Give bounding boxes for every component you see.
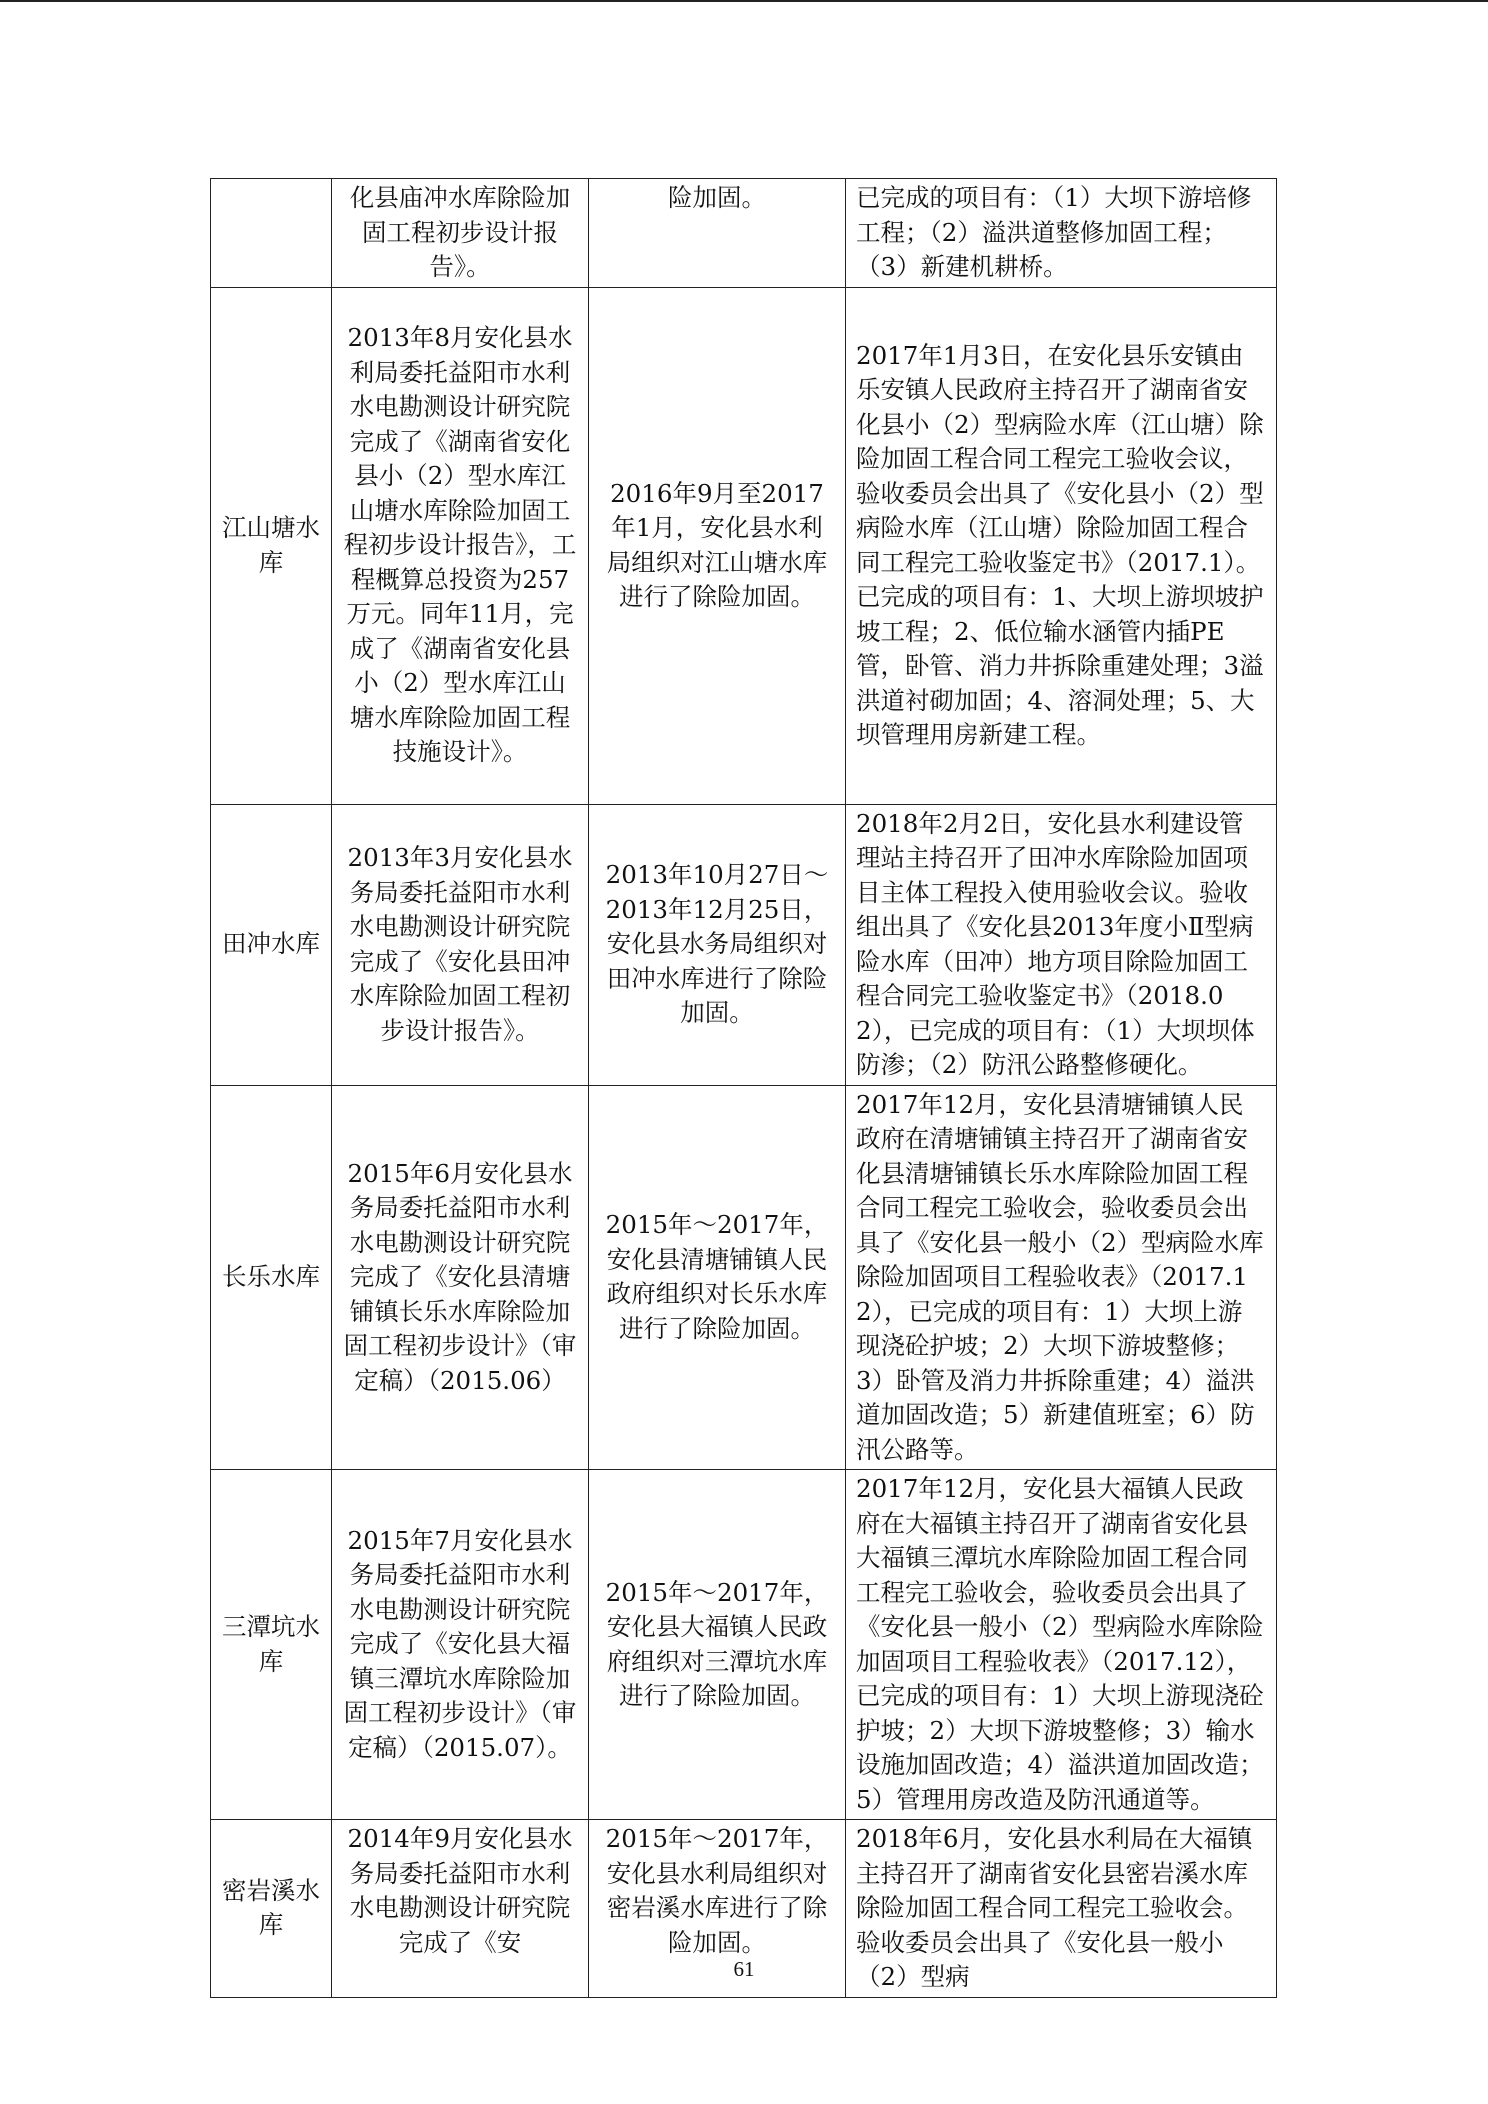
acceptance-cell: 2017年12月，安化县大福镇人民政府在大福镇主持召开了湖南省安化县大福镇三潭坑水库除险加固工程合同工程完工验收会，验收委员会出具了《安化县一般小（2）型病险水库除险加固项目工程验收表》（2017.12），已完成的项目有：1）大坝上游现浇砼护坡；2）大坝下游坡整修；3）输水设施加固改造；4）溢洪道加固改造；5）管理用房改造及防汛通道等。 (846, 1470, 1277, 1820)
acceptance-cell: 已完成的项目有：（1）大坝下游培修工程；（2）溢洪道整修加固工程；（3）新建机耕桥。 (846, 179, 1277, 288)
implementation-cell: 2015年～2017年，安化县水利局组织对密岩溪水库进行了除险加固。 (589, 1820, 846, 1998)
implementation-cell: 险加固。 (589, 179, 846, 288)
table-row (211, 1085, 1277, 1470)
design-report-cell: 2015年6月安化县水务局委托益阳市水利水电勘测设计研究院完成了《安化县清塘铺镇长乐水库除险加固工程初步设计》（审定稿）（2015.06） (332, 1085, 589, 1470)
reservoir-name-cell (211, 179, 332, 288)
design-report-cell: 2013年8月安化县水利局委托益阳市水利水电勘测设计研究院完成了《湖南省安化县小（2）型水库江山塘水库除险加固工程初步设计报告》，工程概算总投资为257万元。同年11月，完成了《湖南省安化县小（2）型水库江山塘水库除险加固工程技施设计》。 (332, 287, 589, 804)
reservoir-name-cell: 江山塘水库 (211, 287, 332, 804)
implementation-cell: 2015年～2017年，安化县清塘铺镇人民政府组织对长乐水库进行了除险加固。 (589, 1085, 846, 1470)
design-report-cell: 2015年7月安化县水务局委托益阳市水利水电勘测设计研究院完成了《安化县大福镇三潭坑水库除险加固工程初步设计》（审定稿）（2015.07）。 (332, 1470, 589, 1820)
implementation-cell: 2015年～2017年，安化县大福镇人民政府组织对三潭坑水库进行了除险加固。 (589, 1470, 846, 1820)
reservoir-reinforcement-table (210, 178, 1277, 1998)
table-row (211, 804, 1277, 1085)
reservoir-name-cell: 长乐水库 (211, 1085, 332, 1470)
implementation-cell: 2016年9月至2017年1月，安化县水利局组织对江山塘水库进行了除险加固。 (589, 287, 846, 804)
acceptance-cell: 2018年6月，安化县水利局在大福镇主持召开了湖南省安化县密岩溪水库除险加固工程合同工程完工验收会。验收委员会出具了《安化县一般小（2）型病 (846, 1820, 1277, 1998)
top-border-line (0, 0, 1488, 2)
reservoir-name-cell: 密岩溪水库 (211, 1820, 332, 1998)
reservoir-name-cell: 三潭坑水库 (211, 1470, 332, 1820)
table-row (211, 1470, 1277, 1820)
design-report-cell: 2013年3月安化县水务局委托益阳市水利水电勘测设计研究院完成了《安化县田冲水库除险加固工程初步设计报告》。 (332, 804, 589, 1085)
acceptance-cell: 2018年2月2日，安化县水利建设管理站主持召开了田冲水库除险加固项目主体工程投入使用验收会议。验收组出具了《安化县2013年度小Ⅱ型病险水库（田冲）地方项目除险加固工程合同完工验收鉴定书》（2018.02），已完成的项目有：（1）大坝坝体防渗；（2）防汛公路整修硬化。 (846, 804, 1277, 1085)
design-report-cell: 2014年9月安化县水务局委托益阳市水利水电勘测设计研究院完成了《安 (332, 1820, 589, 1998)
implementation-cell: 2013年10月27日～2013年12月25日，安化县水务局组织对田冲水库进行了除险加固。 (589, 804, 846, 1085)
table-row (211, 287, 1277, 804)
design-report-cell: 化县庙冲水库除险加固工程初步设计报告》。 (332, 179, 589, 288)
acceptance-cell: 2017年12月，安化县清塘铺镇人民政府在清塘铺镇主持召开了湖南省安化县清塘铺镇长乐水库除险加固工程合同工程完工验收会，验收委员会出具了《安化县一般小（2）型病险水库除险加固项目工程验收表》（2017.12），已完成的项目有：1）大坝上游现浇砼护坡；2）大坝下游坡整修；3）卧管及消力井拆除重建；4）溢洪道加固改造；5）新建值班室；6）防汛公路等。 (846, 1085, 1277, 1470)
table-row (211, 179, 1277, 288)
reservoir-name-cell: 田冲水库 (211, 804, 332, 1085)
page-number: 61 (733, 1957, 755, 1981)
acceptance-cell: 2017年1月3日，在安化县乐安镇由乐安镇人民政府主持召开了湖南省安化县小（2）型病险水库（江山塘）除险加固工程合同工程完工验收会议，验收委员会出具了《安化县小（2）型病险水库（江山塘）除险加固工程合同工程完工验收鉴定书》（2017.1）。已完成的项目有：1、大坝上游坝坡护坡工程；2、低位输水涵管内插PE管，卧管、消力井拆除重建处理；3溢洪道衬砌加固；4、溶洞处理；5、大坝管理用房新建工程。 (846, 287, 1277, 804)
